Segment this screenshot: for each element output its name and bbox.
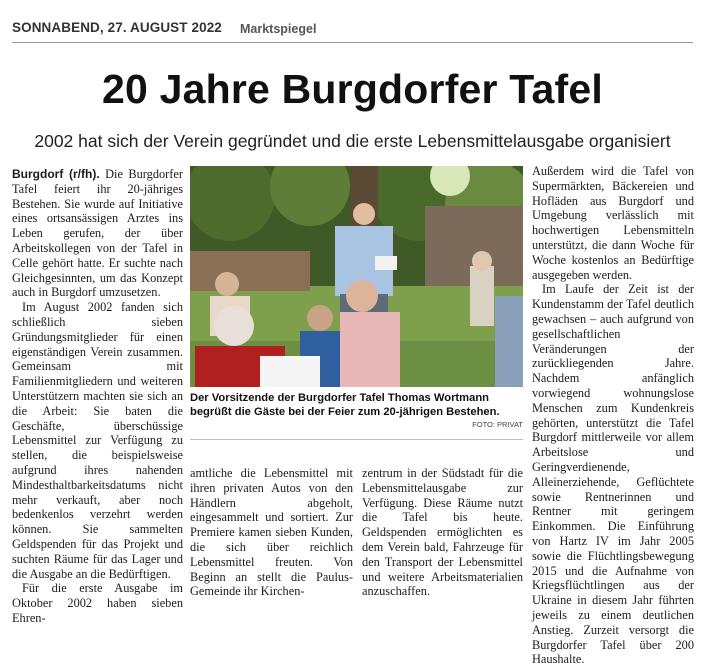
paragraph: amtliche die Lebensmittel mit ihren privaten Autos von den Händlern abgeholt, eingesammelt und sortiert. Zur Premiere kamen sieben Kunden, die sich über reichlich Lebensmittel freuten. Von Beginn an stellt die Paulus-Gemeinde ihr Kirchen- — [190, 466, 353, 599]
section-name: Marktspiegel — [240, 22, 317, 36]
paragraph: Außerdem wird die Tafel von Supermärkten, Bäckereien und Hofläden aus Burgdorf und Umgebung verlässlich mit hochwertigen Lebensmitteln unterstützt, die dann Woche für Woche kostenlos an Bedürftige ausgegeben werden. — [532, 164, 694, 282]
issue-date: SONNABEND, 27. AUGUST 2022 — [12, 20, 222, 35]
article-headline: 20 Jahre Burgdorfer Tafel — [102, 66, 603, 112]
text-column-4 — [532, 164, 694, 667]
paragraph-text: Die Burgdorfer Tafel feiert ihr 20-jähriges Bestehen. Sie wurde auf Initiative eines ortsansässigen Arztes ins Leben gerufen, der über Arbeitskollegen von der Tafel in Celle gehört hatte. Er suchte nach Gleichgesinnten, um das Konzept auch in Burgdorf umzusetzen. — [12, 167, 183, 300]
dateline: Burgdorf (r/fh). — [12, 167, 100, 181]
paragraph: Im Laufe der Zeit ist der Kundenstamm der Tafel deutlich gewachsen – auch aufgrund von gesellschaftlichen Veränderungen der zurückliegenden Jahre. Nachdem anfänglich vorwiegend wohnungslose Menschen zum Kundenkreis gehörten, unterstützt die Tafel Burgdorf mittlerweile vor allem Arbeitslose und Geringverdienende, Alleinerziehende, Geflüchtete sowie Rentnerinnen und Rentner mit geringem Einkommen. Die Einführung von Hartz IV im Jahr 2005 sowie die Flüchtlingsbewegung 2015 und die Aufnahme von Kriegsflüchtlingen aus der Ukraine in diesem Jahr führten jeweils zu einem deutlichen Anstieg. Zurzeit versorgt die Burgdorfer Tafel über 200 Haushalte. — [532, 282, 694, 667]
page-header — [12, 18, 693, 43]
photo-caption: Der Vorsitzende der Burgdorfer Tafel Thomas Wortmann begrüßt die Gäste bei der Feier zum 20-jährigen Bestehen. — [190, 392, 500, 418]
paragraph: Im August 2002 fanden sich schließlich sieben Gründungsmitglieder für einen eigenständigen Verein zusammen. Gemeinsam mit Familienmitgliedern und weiteren Unterstützern machten sie sich an die Arbeit: Sie baten die Geschäfte, überschüssige Lebensmittel zur Verfügung zu stellen, die beispielsweise aufgrund ihres nahenden Mindesthaltbarkeitsdatums nicht mehr verkauft, aber noch bedenkenlos verzehrt werden können. Sie sammelten Geldspenden für das Projekt und suchten Räume für das Lager und die Ausgabe an die Bedürftigen. — [12, 300, 183, 581]
event-photo — [190, 166, 523, 387]
paragraph: Für die erste Ausgabe im Oktober 2002 haben sieben Ehren- — [12, 581, 183, 625]
paragraph — [12, 167, 183, 300]
text-column-1 — [12, 167, 183, 626]
text-column-2 — [190, 466, 353, 599]
caption-divider — [190, 439, 523, 440]
text-column-3 — [362, 466, 523, 599]
article-subheadline: 2002 hat sich der Verein gegründet und die erste Lebensmittelausgabe organisiert — [34, 131, 671, 151]
paragraph: zentrum in der Südstadt für die Lebensmittelausgabe zur Verfügung. Diese Räume nutzt die Tafel bis heute. Geldspenden ermöglichten es dem Verein bald, Fahrzeuge für den Transport der Lebensmittel und weitere Arbeitsmaterialien anzuschaffen. — [362, 466, 523, 599]
photo-credit: FOTO: PRIVAT — [472, 420, 523, 429]
